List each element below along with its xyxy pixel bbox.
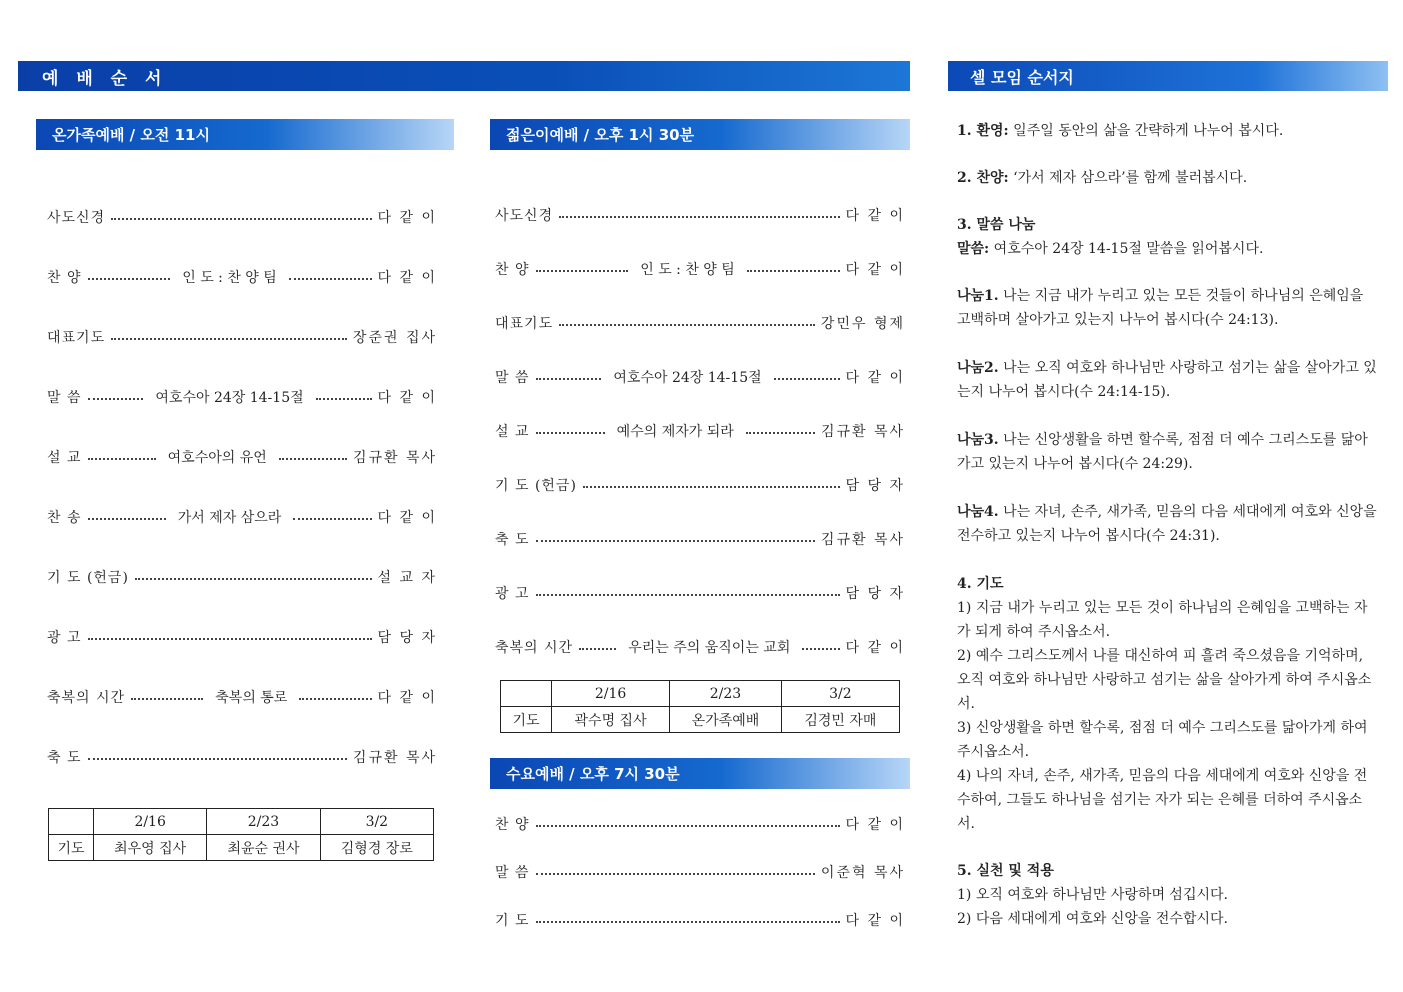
section-word	[957, 237, 1379, 261]
order-item	[495, 475, 905, 495]
order-item-leader: 김규환 목사	[820, 424, 906, 440]
order-item-detail: 여호수아 24장 14-15절	[607, 367, 767, 387]
order-item-leader: 다 같 이	[845, 208, 905, 224]
dotted-leader	[559, 216, 839, 218]
order-item-label: 대표기도	[495, 316, 554, 332]
table-cell-name: 온가족예배	[670, 707, 782, 733]
dotted-leader	[135, 578, 372, 580]
section-welcome	[957, 119, 1379, 143]
prayer-item: 2) 예수 그리스도께서 나를 대신하여 피 흘려 죽으셨음을 기억하며, 오직 여호와 하나님만 사랑하고 섬기는 삶을 살아가게 하여 주시옵소서.	[957, 648, 1372, 712]
order-item-label: 광 고	[47, 630, 82, 646]
order-item	[47, 747, 437, 767]
order-item-label: 말 씀	[47, 390, 82, 406]
order-item-leader: 다 같 이	[377, 270, 438, 286]
order-item-leader: 이준혁 목사	[820, 865, 905, 881]
section-heading: 1. 환영:	[957, 123, 1009, 139]
section-praise	[957, 166, 1379, 190]
table-cell-date: 2/16	[552, 681, 670, 707]
order-item-leader: 다 같 이	[377, 390, 438, 406]
order-item	[495, 421, 905, 441]
order-item-leader: 설 교 자	[377, 570, 437, 586]
dotted-leader	[88, 398, 144, 400]
prayer-item: 3) 신앙생활을 하면 할수록, 점점 더 예수 그리스도를 닮아가게 하여 주시옵소서.	[957, 720, 1368, 760]
cell-meeting-content	[957, 119, 1379, 931]
dotted-leader	[316, 398, 372, 400]
share-2	[957, 356, 1379, 404]
order-item	[47, 627, 437, 647]
worship-order-title: 예 배 순 서	[42, 68, 168, 89]
dotted-leader	[279, 458, 347, 460]
dotted-leader	[536, 432, 605, 434]
order-item-label: 말 씀	[495, 370, 530, 386]
dotted-leader	[88, 518, 166, 520]
order-item-leader: 다 같 이	[845, 913, 905, 929]
dotted-leader	[583, 486, 840, 488]
section-text: 여호수아 24장 14-15절 말씀을 읽어봅시다.	[989, 241, 1264, 257]
section-word-heading	[957, 213, 1379, 237]
order-item	[47, 567, 437, 587]
order-item-label: 기 도	[495, 913, 530, 929]
order-item-label: 축복의 시간	[495, 640, 574, 656]
order-item-label: 설 교	[495, 424, 530, 440]
dotted-leader	[289, 278, 372, 280]
dotted-leader	[536, 540, 815, 542]
order-item-leader: 다 같 이	[377, 210, 437, 226]
table-cell-label: 기도	[501, 707, 552, 733]
order-item-detail: 인 도 : 찬 양 팀	[634, 259, 741, 279]
order-item	[47, 447, 437, 467]
dotted-leader	[299, 698, 371, 700]
order-item-label: 대표기도	[47, 330, 106, 346]
order-item-leader: 다 같 이	[377, 690, 438, 706]
order-item-label: 찬 양	[495, 262, 530, 278]
order-item-leader: 담 당 자	[845, 586, 905, 602]
order-item-label: 사도신경	[495, 208, 554, 224]
youth-service-title: 젊은이예배 / 오후 1시 30분	[506, 126, 695, 144]
share-text: 나는 지금 내가 누리고 있는 모든 것들이 하나님의 은혜임을 고백하며 살아가고 있는지 나누어 봅시다(수 24:13).	[957, 288, 1364, 328]
table-row	[501, 707, 900, 733]
dotted-leader	[536, 378, 602, 380]
order-item	[495, 637, 905, 657]
table-cell-name: 최윤순 권사	[207, 835, 320, 861]
order-item-label: 축 도	[47, 750, 82, 766]
share-4	[957, 500, 1379, 548]
share-label: 나눔2.	[957, 360, 999, 376]
table-header-row	[501, 681, 900, 707]
dotted-leader	[536, 594, 840, 596]
section-heading: 4. 기도	[957, 576, 1004, 592]
section-heading: 2. 찬양:	[957, 170, 1009, 186]
table-cell-date: 2/23	[670, 681, 782, 707]
word-label: 말씀:	[957, 241, 990, 257]
table-cell-name: 김경민 자매	[781, 707, 899, 733]
order-item-leader: 다 같 이	[845, 370, 906, 386]
section-practice-heading	[957, 859, 1379, 883]
youth-prayer-table	[500, 680, 900, 733]
order-item	[495, 313, 905, 333]
order-item	[495, 862, 905, 882]
order-item	[47, 507, 437, 527]
order-item-leader: 담 당 자	[377, 630, 437, 646]
dotted-leader	[536, 873, 815, 875]
order-item-label: 기 도 (헌금)	[495, 478, 577, 494]
order-item-leader: 다 같 이	[845, 640, 905, 656]
table-cell-date: 3/2	[320, 809, 433, 835]
table-cell-name: 최우영 집사	[94, 835, 207, 861]
order-item-leader: 다 같 이	[845, 262, 906, 278]
practice-item: 2) 다음 세대에게 여호와 신앙을 전수합시다.	[957, 911, 1228, 927]
table-row	[49, 835, 434, 861]
dotted-leader	[111, 218, 371, 220]
section-heading: 3. 말씀 나눔	[957, 217, 1036, 233]
family-prayer-table	[48, 808, 434, 861]
order-item-leader: 다 같 이	[845, 817, 905, 833]
table-cell-label: 기도	[49, 835, 94, 861]
table-cell-empty	[501, 681, 552, 707]
order-item-label: 찬 양	[47, 270, 82, 286]
dotted-leader	[559, 324, 815, 326]
family-service-header	[36, 119, 454, 150]
dotted-leader	[536, 270, 629, 272]
order-item-label: 찬 양	[495, 817, 530, 833]
dotted-leader	[88, 758, 347, 760]
order-item	[495, 367, 905, 387]
dotted-leader	[774, 378, 840, 380]
dotted-leader	[88, 278, 171, 280]
share-label: 나눔3.	[957, 432, 999, 448]
share-3	[957, 428, 1379, 476]
wednesday-service-title: 수요예배 / 오후 7시 30분	[506, 765, 680, 783]
share-text: 나는 신앙생활을 하면 할수록, 점점 더 예수 그리스도를 닮아가고 있는지 나누어 봅시다(수 24:29).	[957, 432, 1368, 472]
order-item	[47, 327, 437, 347]
order-item-leader: 장준권 집사	[352, 330, 437, 346]
order-item	[495, 259, 905, 279]
share-label: 나눔4.	[957, 504, 999, 520]
order-item-label: 사도신경	[47, 210, 106, 226]
order-item-detail: 여호수아의 유언	[162, 447, 273, 467]
order-item-leader: 김규환 목사	[820, 532, 905, 548]
order-item-detail: 예수의 제자가 되라	[611, 421, 740, 441]
table-cell-empty	[49, 809, 94, 835]
order-item	[47, 267, 437, 287]
section-prayer-heading	[957, 572, 1379, 596]
cell-meeting-title: 셀 모임 순서지	[970, 67, 1074, 87]
order-item-label: 말 씀	[495, 865, 530, 881]
youth-service-header	[490, 119, 910, 150]
order-item	[47, 387, 437, 407]
dotted-leader	[746, 432, 815, 434]
order-item	[47, 207, 437, 227]
dotted-leader	[579, 648, 616, 650]
dotted-leader	[88, 638, 372, 640]
dotted-leader	[536, 825, 840, 827]
order-item	[495, 529, 905, 549]
share-text: 나는 자녀, 손주, 새가족, 믿음의 다음 세대에게 여호와 신앙을 전수하고 있는지 나누어 봅시다(수 24:31).	[957, 504, 1377, 544]
order-item-leader: 김규환 목사	[352, 750, 437, 766]
order-item-detail: 우리는 주의 움직이는 교회	[622, 637, 796, 657]
worship-order-header	[18, 61, 910, 91]
share-label: 나눔1.	[957, 288, 999, 304]
section-text: ‘가서 제자 삼으라’를 함께 불러봅시다.	[1008, 170, 1248, 186]
dotted-leader	[802, 648, 839, 650]
dotted-leader	[131, 698, 203, 700]
table-cell-date: 2/16	[94, 809, 207, 835]
order-item-label: 축복의 시간	[47, 690, 126, 706]
dotted-leader	[88, 458, 156, 460]
order-item-detail: 여호수아 24장 14-15절	[149, 387, 309, 407]
family-service-title: 온가족예배 / 오전 11시	[52, 126, 210, 144]
order-item-detail: 가서 제자 삼으라	[172, 507, 288, 527]
order-item	[495, 583, 905, 603]
dotted-leader	[747, 270, 840, 272]
order-item	[495, 910, 905, 930]
prayer-item: 1) 지금 내가 누리고 있는 모든 것이 하나님의 은혜임을 고백하는 자가 되게 하여 주시옵소서.	[957, 600, 1368, 640]
order-item-detail: 축복의 통로	[209, 687, 293, 707]
wednesday-service-header	[490, 758, 910, 789]
table-header-row	[49, 809, 434, 835]
section-text: 일주일 동안의 삶을 간략하게 나누어 봅시다.	[1008, 123, 1284, 139]
order-item	[47, 687, 437, 707]
table-cell-name: 곽수명 집사	[552, 707, 670, 733]
order-item-label: 광 고	[495, 586, 530, 602]
order-item-leader: 다 같 이	[377, 510, 437, 526]
order-item	[495, 205, 905, 225]
order-item-leader: 강민우 형제	[820, 316, 905, 332]
practice-item: 1) 오직 여호와 하나님만 사랑하며 섬깁시다.	[957, 887, 1228, 903]
order-item-leader: 담 당 자	[845, 478, 905, 494]
order-item	[495, 814, 905, 834]
order-item-label: 찬 송	[47, 510, 82, 526]
dotted-leader	[536, 921, 840, 923]
share-1	[957, 284, 1379, 332]
order-item-detail: 인 도 : 찬 양 팀	[176, 267, 283, 287]
table-cell-date: 2/23	[207, 809, 320, 835]
order-item-label: 기 도 (헌금)	[47, 570, 129, 586]
table-cell-date: 3/2	[781, 681, 899, 707]
dotted-leader	[111, 338, 347, 340]
share-text: 나는 오직 여호와 하나님만 사랑하고 섬기는 삶을 살아가고 있는지 나누어 봅시다(수 24:14-15).	[957, 360, 1377, 400]
dotted-leader	[293, 518, 371, 520]
order-item-label: 축 도	[495, 532, 530, 548]
order-item-leader: 김규환 목사	[352, 450, 438, 466]
cell-meeting-header	[948, 61, 1388, 91]
prayer-item: 4) 나의 자녀, 손주, 새가족, 믿음의 다음 세대에게 여호와 신앙을 전수하여, 그들도 하나님을 섬기는 자가 되는 은혜를 더하여 주시옵소서.	[957, 768, 1368, 832]
section-heading: 5. 실천 및 적용	[957, 863, 1054, 879]
order-item-label: 설 교	[47, 450, 82, 466]
table-cell-name: 김형경 장로	[320, 835, 433, 861]
